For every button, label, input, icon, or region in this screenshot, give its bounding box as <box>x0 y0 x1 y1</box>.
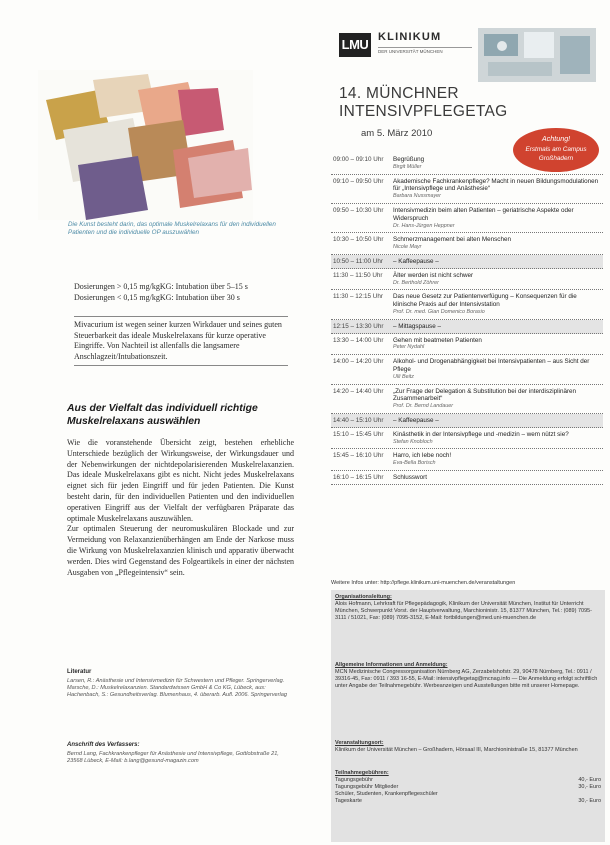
program-talk <box>389 153 603 174</box>
program-time: 10:50 – 11:00 Uhr <box>333 257 383 265</box>
program-talk <box>389 414 603 427</box>
photo-caption: Die Kunst besteht darin, das optimale Muskelrelaxans für den individuellen Patienten und die individuelle OP auszuwählen <box>68 221 276 236</box>
author-address: Bernd Lang, Fachkrankenpfleger für Anästhesie und Intensivpflege, Gottlobstraße 21, 23568 Lübeck, E-Mail: b.lang@gesund-magazin.com <box>67 751 279 764</box>
program-row <box>331 269 603 291</box>
talk-speaker: Eva-Bella Borisch <box>393 460 436 467</box>
talk-speaker: Dr. Hans-Jürgen Heppner <box>393 222 455 229</box>
program-row <box>331 449 603 471</box>
literature-text: Larsen, R.: Anästhesie und Intensivmedizin für Schwestern und Pfleger. Springerverlag. Marsche, D.: Muskelrelaxanzien. Standardwissen GmbH & Co KG, Lübeck, aus: Hachenbach, S.: Gesundheitsverlag. Blumenhaus, 4. überarb. Aufl. 2006. Springerverlag <box>67 678 287 698</box>
program-time: 11:30 – 11:50 Uhr <box>333 271 383 279</box>
dosage-line: Dosierungen > 0,15 mg/kgKG: Intubation über 5–15 s <box>74 282 248 291</box>
program-time: 09:10 – 09:50 Uhr <box>333 177 384 185</box>
fee-row: Tagungsgebühr 40,- Euro <box>335 777 601 783</box>
program-row <box>331 385 603 414</box>
talk-speaker: Prof. Dr. Bernd Landauer <box>393 403 454 410</box>
event-title: 14. MÜNCHNER INTENSIVPFLEGETAG <box>339 85 508 120</box>
program-time: 16:10 – 16:15 Uhr <box>333 473 384 481</box>
program-time: 09:00 – 09:10 Uhr <box>333 156 384 163</box>
klinikum-subtitle: DER UNIVERSITÄT MÜNCHEN <box>378 47 472 54</box>
program-time: 13:30 – 14:00 Uhr <box>333 336 384 344</box>
article-body <box>67 438 294 578</box>
program-schedule <box>331 153 603 485</box>
medication-packages-photo <box>38 70 253 220</box>
program-time: 10:30 – 10:50 Uhr <box>333 236 384 244</box>
program-talk <box>389 334 603 355</box>
fee-row: Tagungsgebühr Mitglieder 30,- Euro <box>335 784 601 790</box>
badge-text: Achtung! <box>541 134 571 143</box>
event-date: am 5. März 2010 <box>361 128 433 139</box>
badge-text: Großhadern <box>538 155 574 162</box>
fee-row: Schüler, Studenten, Krankenpflegeschüler <box>335 791 438 797</box>
intensive-care-photo <box>478 28 596 82</box>
badge-text: Erstmals am Campus <box>525 146 587 153</box>
lmu-logo: LMU <box>339 33 371 57</box>
talk-speaker: Ulli Beitz <box>393 373 414 380</box>
program-talk <box>389 428 603 449</box>
talk-speaker: Peter Nydahl <box>393 344 425 351</box>
program-row <box>331 175 603 204</box>
talk-title: Kinästhetik in der Intensivpflege und -medizin – wem nützt sie? <box>393 430 569 438</box>
program-time: 14:20 – 14:40 Uhr <box>333 387 384 395</box>
paragraph: Zur optimalen Steuerung der neuromuskulären Blockade und zur Vermeidung von Relaxanzienüberhängen am Ende der Narkose muss die Wirkung von Muskelrelaxanzien klinisch und apparativ überwacht werden. Dies wird Gegenstand des Folgeartikels in einer der nächsten Ausgaben von „Pflegeintensiv“ sein. <box>67 524 294 577</box>
paragraph: Wie die voranstehende Übersicht zeigt, bestehen erhebliche Unterschiede bezüglich der Wirkungsweise, der Wirkungsdauer und der Nebenwirkungen der nichtdepolarisierenden Muskelrelaxanzien. Das ideale Muskelrelaxans gibt es nicht. Nicht jedes Muskelrelaxans eignet sich für jeden Eingriff und für jeden Patienten. Die Kunst besteht darin, für den individuellen Patienten und den individuellen operativen Eingriff aus der Vielfalt der verfügbaren Präparate das optimale Muskelrelaxans auszuwählen. <box>67 438 294 523</box>
venue-block: Veranstaltungsort: Klinikum der Universität München – Großhadern, Hörsaal III, Marchioninistraße 15, 81377 München <box>335 740 578 753</box>
program-talk <box>389 355 603 383</box>
talk-title: Intensivmedizin beim alten Patienten – geriatrische Aspekte oder Widerspruch <box>393 206 574 222</box>
talk-title: Das neue Gesetz zur Patientenverfügung – Konsequenzen für die klinische Praxis auf der Intensivstation <box>393 293 577 309</box>
talk-speaker: Prof. Dr. med. Gian Domenico Borasio <box>393 308 485 315</box>
talk-title: Schlusswort <box>393 473 427 481</box>
talk-speaker: Barbara Nussmayer <box>393 193 441 200</box>
talk-title: Älter werden ist nicht schwer <box>393 271 474 279</box>
talk-speaker: Nicole Mayr <box>393 244 422 251</box>
program-pause-row <box>331 255 603 269</box>
talk-title: „Zur Frage der Delegation & Substitution bei der interdisziplinären Zusammenarbeit“ <box>393 387 577 403</box>
talk-title: – Mittagspause – <box>393 322 441 330</box>
program-row <box>331 290 603 319</box>
program-talk <box>389 320 603 333</box>
talk-speaker: Birgit Müller <box>393 163 422 170</box>
talk-title: Harro, ich lebe noch! <box>393 452 452 460</box>
talk-speaker: Dr. Berthold Zöhrer <box>393 279 439 286</box>
talk-title: – Kaffeepause – <box>393 257 439 265</box>
klinikum-wordmark: KLINIKUM <box>378 31 442 43</box>
callout-box: Mivacurium ist wegen seiner kurzen Wirkdauer und seines guten Steuerbarkeit das ideale Muskelrelaxans für kurze operative Eingriffe. Von Nachteil ist allenfalls die langsamere Anschlagzeit/Intubationszeit. <box>74 316 288 366</box>
program-row <box>331 471 603 485</box>
program-talk <box>389 255 603 268</box>
program-talk <box>389 449 603 470</box>
program-row <box>331 428 603 450</box>
program-row <box>331 233 603 255</box>
program-pause-row <box>331 320 603 334</box>
program-row <box>331 355 603 384</box>
fees-block: Teilnahmegebühren: Tagungsgebühr 40,- Euro Tagungsgebühr Mitglieder 30,- Euro Schüler, Studenten, Krankenpflegeschüler Tageskarte 30,- Euro <box>335 770 601 804</box>
program-talk <box>389 175 603 203</box>
talk-title: Schmerzmanagement bei alten Menschen <box>393 236 511 244</box>
fee-row: Tageskarte 30,- Euro <box>335 798 601 804</box>
program-time: 11:30 – 12:15 Uhr <box>333 293 383 301</box>
organisation-block: Organisationsleitung: Alois Hofmann, Lehrkraft für Pflegepädagogik, Klinikum der Universität München, Institut für Unterricht München, Schwerpunkt Vorst. der Hauptverwaltung, Marchioninistr. 15, 81377 München, Tel.: (089) 7095-3111 / 51021, Fax: (089) 7095-3152, E-Mail: fortbildungen@med.uni-muenchen.de <box>335 594 593 621</box>
dosage-line: Dosierungen < 0,15 mg/kgKG: Intubation über 30 s <box>74 293 240 302</box>
program-row <box>331 153 603 175</box>
talk-title: Gehen mit beatmeten Patienten <box>393 336 482 344</box>
program-talk <box>389 204 603 232</box>
talk-speaker: Stefan Knobloch <box>393 438 433 445</box>
author-heading: Anschrift des Verfassers: <box>67 742 140 748</box>
program-talk <box>389 269 603 290</box>
program-time: 15:45 – 16:10 Uhr <box>333 452 384 460</box>
program-time: 14:40 – 15:10 Uhr <box>333 416 384 424</box>
program-talk <box>389 290 603 318</box>
program-time: 09:50 – 10:30 Uhr <box>333 206 384 214</box>
program-time: 12:15 – 13:30 Uhr <box>333 322 384 330</box>
program-row <box>331 204 603 233</box>
registration-block: Allgemeine Informationen und Anmeldung: MCN Medizinische Congressorganisation Nürnberg AG, Zerzabelshofstr. 29, 90478 Nürnberg, Tel.: 0911 / 39316-45, Fax: 0911 / 393 16-55, E-Mail: intensivpflegetag@mcnag.info — Die Anmeldung erfolgt schriftlich unter Angabe der Teilnahmegebühr. Werbeanzeigen und Ausstellungen bitte mit unserer Homepage. <box>335 662 598 689</box>
talk-title: Begrüßung <box>393 156 425 163</box>
dosage-list <box>74 281 294 303</box>
program-time: 14:00 – 14:20 Uhr <box>333 358 384 366</box>
program-talk <box>389 471 603 484</box>
program-talk <box>389 385 603 413</box>
program-time: 15:10 – 15:45 Uhr <box>333 430 384 438</box>
talk-title: Akademische Fachkrankenpflege? Macht in neuen Bildungsmodulationen für „Intensivpflege und Anästhesie“ <box>393 177 599 193</box>
talk-title: – Kaffeepause – <box>393 416 439 424</box>
registration-url: Weitere Infos unter: http://pflege.klinikum.uni-muenchen.de/veranstaltungen <box>331 580 516 586</box>
program-row <box>331 334 603 356</box>
info-panel <box>331 590 605 842</box>
program-talk <box>389 233 603 254</box>
literature-heading: Literatur <box>67 669 92 675</box>
talk-title: Alkohol- und Drogenabhängigkeit bei Intensivpatienten – aus Sicht der Pflege <box>393 358 590 373</box>
program-pause-row <box>331 414 603 428</box>
section-heading: Aus der Vielfalt das individuell richtige Muskelrelaxans auswählen <box>67 403 258 427</box>
